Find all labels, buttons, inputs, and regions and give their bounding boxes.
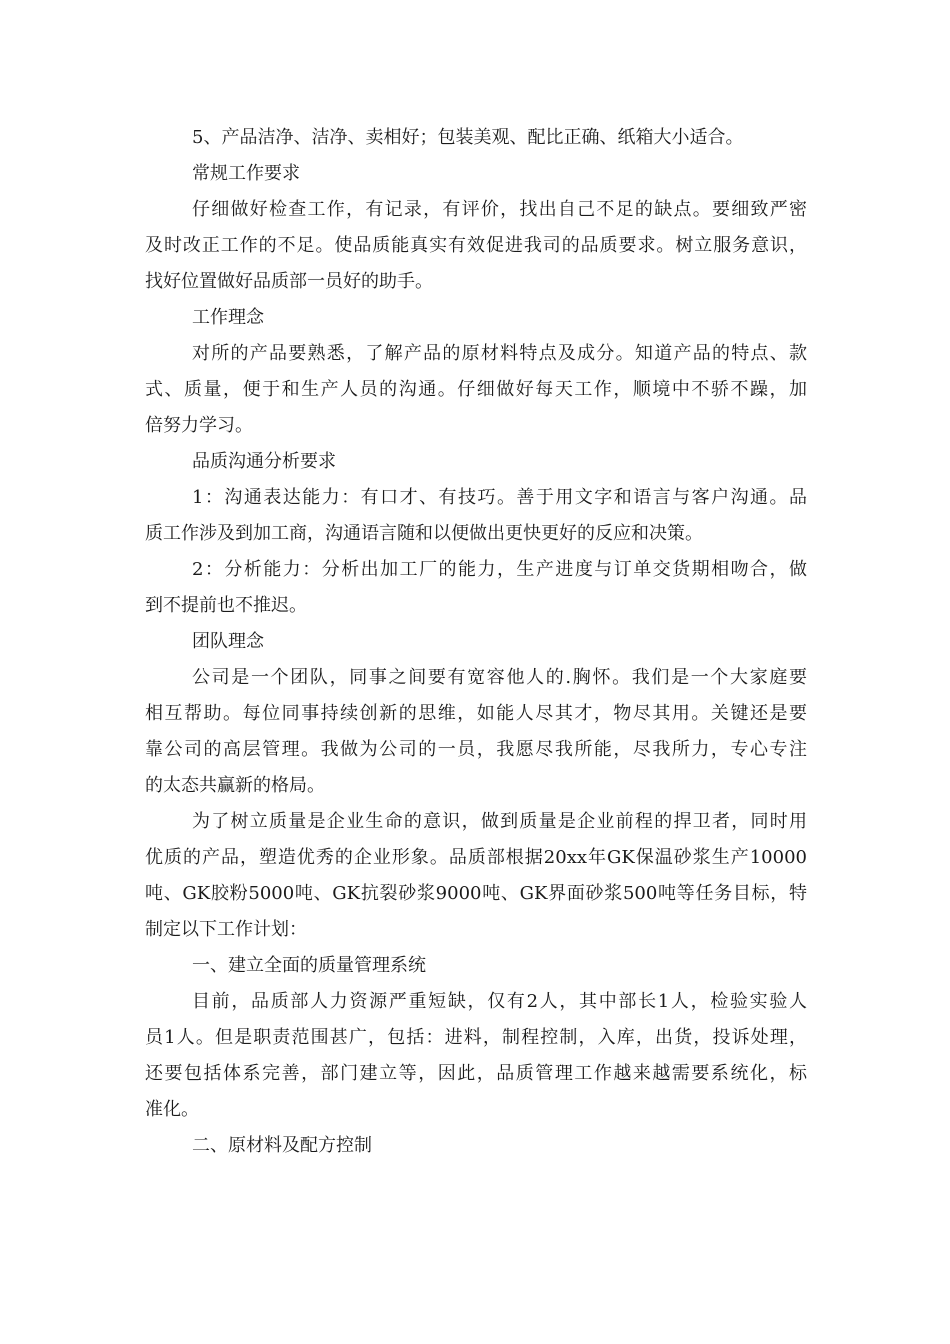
paragraph-line: 倍努力学习。 [145,415,253,436]
paragraph-line: 准化。 [145,1099,199,1120]
paragraph-line: 公司是一个团队，同事之间要有宽容他人的.胸怀。我们是一个大家庭要 [192,667,807,688]
section-heading: 一、建立全面的质量管理系统 [192,955,426,976]
section-heading: 团队理念 [192,631,264,652]
paragraph-line: 式、质量，便于和生产人员的沟通。仔细做好每天工作，顺境中不骄不躁，加 [145,379,807,400]
paragraph-line: 及时改正工作的不足。使品质能真实有效促进我司的品质要求。树立服务意识， [145,235,807,256]
paragraph-line: 靠公司的高层管理。我做为公司的一员，我愿尽我所能，尽我所力，专心专注 [145,739,807,760]
paragraph-line: 2：分析能力：分析出加工厂的能力，生产进度与订单交货期相吻合，做 [192,559,807,580]
paragraph-line: 制定以下工作计划： [145,919,307,940]
paragraph-line: 到不提前也不推迟。 [145,595,307,616]
section-heading: 二、原材料及配方控制 [192,1135,372,1156]
paragraph-line: 1：沟通表达能力：有口才、有技巧。善于用文字和语言与客户沟通。品 [192,487,807,508]
section-heading: 品质沟通分析要求 [192,451,336,472]
paragraph-line: 仔细做好检查工作，有记录，有评价，找出自己不足的缺点。要细致严密 [192,199,807,220]
paragraph-line: 对所的产品要熟悉，了解产品的原材料特点及成分。知道产品的特点、款 [192,343,807,364]
paragraph-line: 员1人。但是职责范围甚广，包括：进料，制程控制，入库，出货，投诉处理， [145,1027,807,1048]
paragraph-line: 目前，品质部人力资源严重短缺，仅有2人，其中部长1人，检验实验人 [192,991,807,1012]
paragraph-line: 5、产品洁净、洁净、卖相好；包装美观、配比正确、纸箱大小适合。 [192,127,744,148]
section-heading: 工作理念 [192,307,264,328]
paragraph-line: 的太态共赢新的格局。 [145,775,325,796]
paragraph-line: 为了树立质量是企业生命的意识，做到质量是企业前程的捍卫者，同时用 [192,811,807,832]
paragraph-line: 吨、GK胶粉5000吨、GK抗裂砂浆9000吨、GK界面砂浆500吨等任务目标，特 [145,883,807,904]
document-body [145,120,807,1164]
paragraph-line: 优质的产品，塑造优秀的企业形象。品质部根据20xx年GK保温砂浆生产10000 [145,847,807,868]
paragraph-line: 还要包括体系完善，部门建立等，因此，品质管理工作越来越需要系统化，标 [145,1063,807,1084]
paragraph-line: 质工作涉及到加工商，沟通语言随和以便做出更快更好的反应和决策。 [145,523,703,544]
paragraph-line: 找好位置做好品质部一员好的助手。 [145,271,433,292]
paragraph-line: 相互帮助。每位同事持续创新的思维，如能人尽其才，物尽其用。关键还是要 [145,703,807,724]
section-heading: 常规工作要求 [192,163,300,184]
